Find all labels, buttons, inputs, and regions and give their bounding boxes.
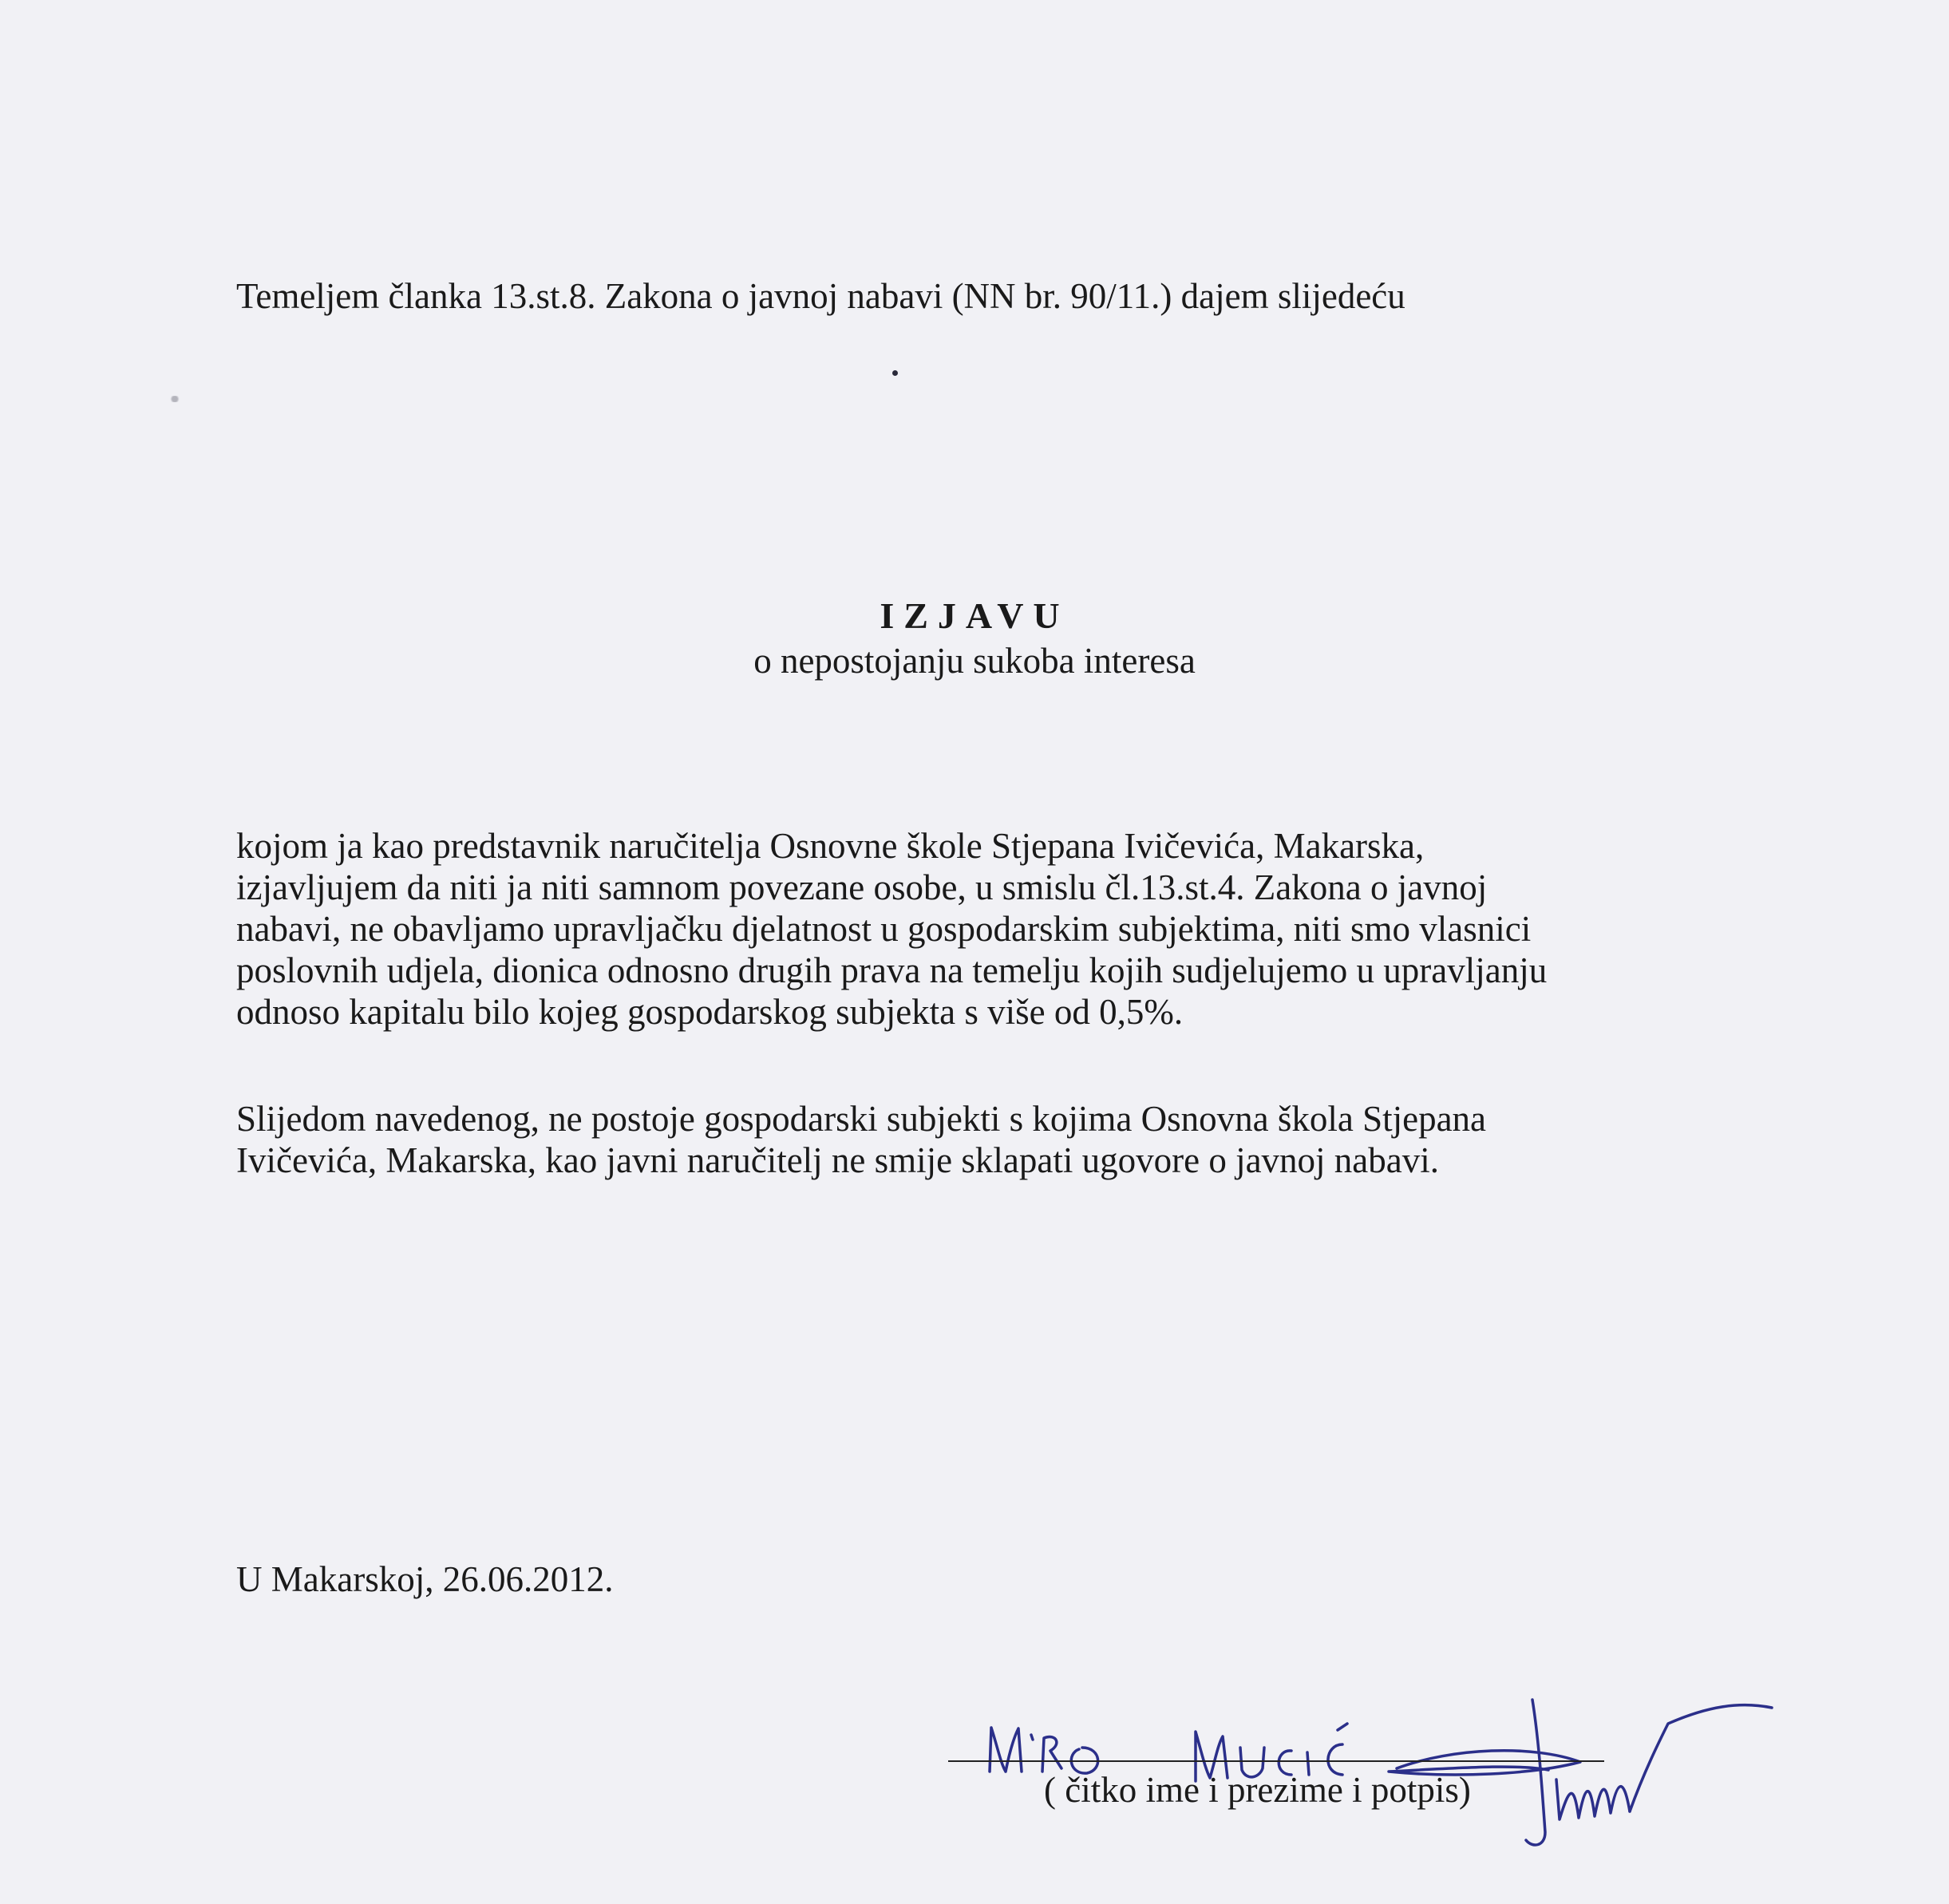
place-and-date: U Makarskoj, 26.06.2012. bbox=[236, 1559, 614, 1599]
signature-caption: ( čitko ime i prezime i potpis) bbox=[1044, 1770, 1471, 1810]
paragraph-line: Slijedom navedenog, ne postoje gospodarski subjekti s kojima Osnovna škola Stjepana bbox=[236, 1099, 1487, 1139]
document-title: IZJAVU bbox=[880, 595, 1069, 636]
paragraph-line: izjavljujem da niti ja niti samnom povezane osobe, u smislu čl.13.st.4. Zakona o javnoj bbox=[236, 867, 1488, 907]
signature-line bbox=[948, 1760, 1604, 1762]
paper-speck bbox=[169, 396, 180, 402]
conclusion-paragraph bbox=[236, 1098, 1486, 1181]
paragraph-line: poslovnih udjela, dionica odnosno drugih prava na temelju kojih sudjelujemo u upravljanju bbox=[236, 950, 1548, 990]
paragraph-line: odnoso kapitalu bilo kojeg gospodarskog subjekta s više od 0,5%. bbox=[236, 992, 1184, 1032]
ink-dot bbox=[892, 370, 898, 376]
paragraph-line: Ivičevića, Makarska, kao javni naručitelj ne smije sklapati ugovore o javnoj nabavi. bbox=[236, 1140, 1439, 1180]
intro-sentence: Temeljem članka 13.st.8. Zakona o javnoj nabavi (NN br. 90/11.) dajem slijedeću bbox=[236, 276, 1405, 316]
declaration-paragraph bbox=[236, 825, 1547, 1033]
paragraph-line: kojom ja kao predstavnik naručitelja Osnovne škole Stjepana Ivičevića, Makarska, bbox=[236, 826, 1425, 866]
paragraph-line: nabavi, ne obavljamo upravljačku djelatnost u gospodarskim subjektima, niti smo vlasnici bbox=[236, 909, 1532, 949]
document-subtitle: o nepostojanju sukoba interesa bbox=[753, 641, 1196, 681]
